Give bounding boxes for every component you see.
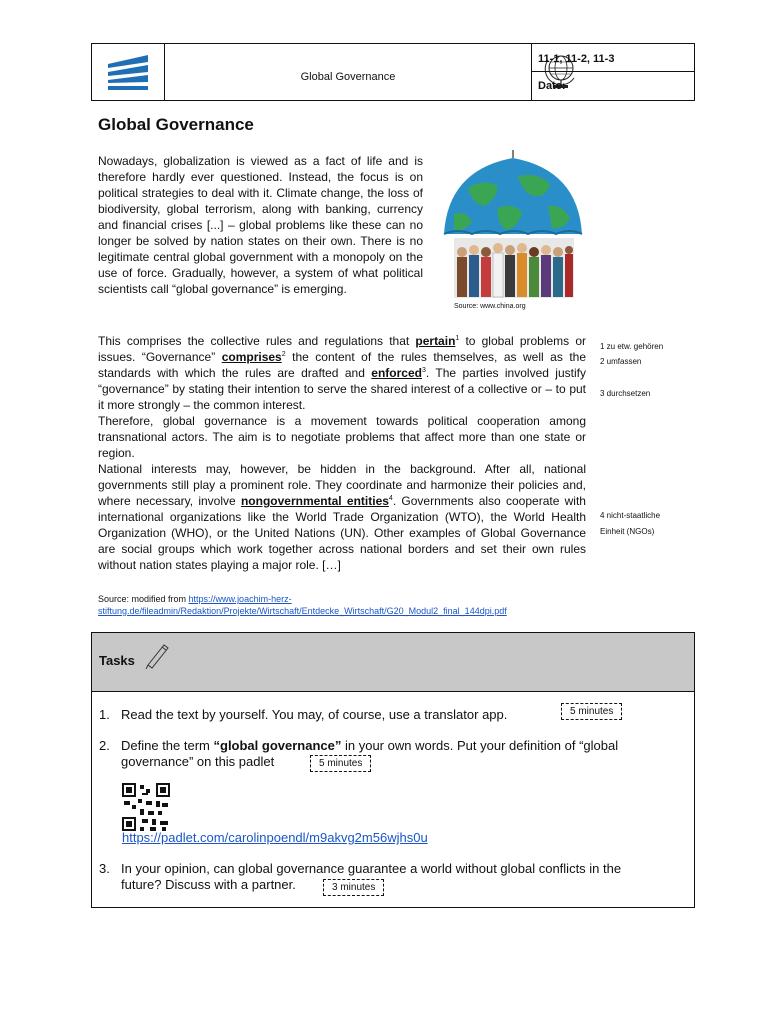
header-title: Global Governance <box>300 71 396 83</box>
task-number: 3. <box>99 861 110 876</box>
document-title: Global Governance <box>98 115 254 134</box>
gloss-2: 2 umfassen <box>600 357 642 366</box>
body-paragraph-2: Therefore, global governance is a movement towards political cooperation among transnational actors. The aim is to negotiate problems that affect more than one state or region. <box>98 414 586 460</box>
term-global-governance: “global governance” <box>213 738 342 753</box>
date-label: Date: <box>538 80 566 92</box>
footnote-ref: 1 <box>455 335 460 342</box>
umbrella-globe-image <box>438 148 588 300</box>
text-run: . The parties involved justify “governance” by stating their intention to serve the shared interest of a collective or – to put it more strongly – the common interest. <box>98 366 586 412</box>
time-badge-task-2: 5 minutes <box>310 755 371 772</box>
footnote-ref: 4 <box>388 495 393 502</box>
text-run: National interests may, however, be hidden in the background. After all, national governments still play a prominent role. They coordinate and harmonize their policies and, where necessary, involve <box>98 462 586 508</box>
intro-paragraph: Nowadays, globalization is viewed as a fact of life and is therefore hardly ever questioned. Instead, the focus is on political strategies to deal with it. Climate change, the loss of biodiversity, global terrorism, along with banking, currency and financial crises [...] – global problems like these can no longer be solved by nation states on their own. There is no legitimate central global government with a monopoly on the use of force. Gradually, however, a system of what political scientists call “global governance” is emerging. <box>98 154 423 296</box>
tasks-label: Tasks <box>99 653 135 668</box>
text-run: . Governments also cooperate with international organizations like the World Trade Organization (WTO), the World Health Organization (WHO), or the United Nations (UN). Other examples of Global Governance are social groups which work together across national borders and set their own rules without nation states playing a major role. […] <box>98 494 586 572</box>
padlet-qr-code[interactable] <box>122 783 170 831</box>
term-pertain: pertain <box>415 334 456 348</box>
term-comprises: comprises <box>221 350 282 364</box>
header-title-cell <box>165 44 531 100</box>
module-code: 11-1, 11-2, 11-3 <box>538 53 615 65</box>
divider <box>532 71 695 72</box>
text-run: the content of the rules themselves, as well as the standards with which the rules are drafted and <box>98 350 587 380</box>
body-paragraph-3 <box>98 461 586 573</box>
gloss-4a: 4 nicht-staatliche <box>600 511 661 520</box>
text-run: in your own words. Put your definition of “global <box>341 738 619 753</box>
time-badge-task-3: 3 minutes <box>323 879 384 896</box>
task-2 <box>99 738 689 772</box>
source-note <box>98 593 588 617</box>
gloss-1: 1 zu etw. gehören <box>600 342 664 351</box>
source-link-continued[interactable]: stiftung.de/fileadmin/Redaktion/Projekte/Wirtschaft/Entdecke_Wirtschaft/G20_Modul2_final_144dpi.pdf <box>98 606 507 616</box>
gloss-4b: Einheit (NGOs) <box>600 527 655 536</box>
text-run: In your opinion, can global governance guarantee a world without global conflicts in the <box>121 861 622 876</box>
text-run: to global problems or issues. “Governance” <box>98 334 586 364</box>
footnote-ref: 2 <box>281 351 286 358</box>
main-body <box>98 333 586 573</box>
time-badge-task-1: 5 minutes <box>561 703 622 720</box>
text-run: governance” on this padlet <box>121 754 275 769</box>
tasks-box <box>91 632 695 908</box>
task-number: 2. <box>99 738 110 753</box>
source-link[interactable]: https://www.joachim-herz- <box>188 594 292 604</box>
padlet-link[interactable]: https://padlet.com/carolinpoendl/m9akvg2m56wjhs0u <box>122 830 428 845</box>
document-header <box>91 43 695 101</box>
term-enforced: enforced <box>371 366 422 380</box>
text-run: This comprises the collective rules and regulations that <box>98 334 416 348</box>
source-label: Source: modified from <box>98 594 189 604</box>
header-code-cell <box>531 44 695 100</box>
image-caption: Source: www.china.org <box>454 303 526 310</box>
gloss-3: 3 durchsetzen <box>600 389 651 398</box>
footnote-ref: 3 <box>421 367 426 374</box>
logo-cell <box>92 44 165 100</box>
term-nongovernmental-entities: nongovernmental entities <box>240 494 389 508</box>
pencil-icon <box>144 641 170 669</box>
tasks-header <box>92 633 694 692</box>
umbrella-globe-illustration <box>438 148 588 300</box>
text-run: future? Discuss with a partner. <box>121 877 296 892</box>
text-run: Define the term <box>121 738 214 753</box>
building-stripes-logo <box>104 52 152 92</box>
body-paragraph-1 <box>98 333 586 413</box>
task-text: Read the text by yourself. You may, of course, use a translator app. <box>121 707 508 722</box>
task-number: 1. <box>99 707 110 722</box>
task-3 <box>99 861 689 895</box>
